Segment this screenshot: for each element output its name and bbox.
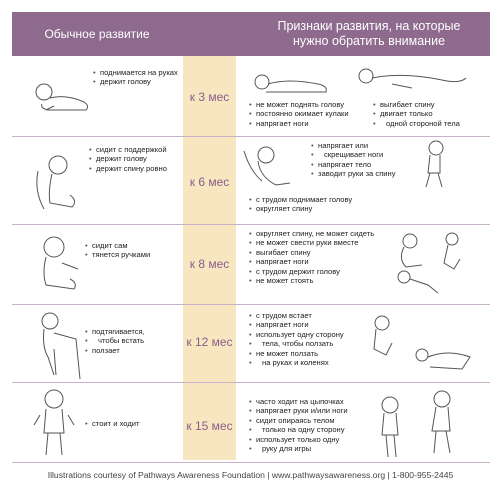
row-6-months bbox=[12, 137, 490, 225]
list-item: • напрягает ноги bbox=[248, 119, 349, 128]
list-item: • напрягает ноги bbox=[248, 257, 374, 266]
warning-signs-title bbox=[248, 12, 490, 56]
list-item: • тянется ручками bbox=[84, 250, 150, 259]
normal-list bbox=[84, 327, 145, 355]
list-item: • напрягает тело bbox=[310, 160, 396, 169]
signs-list-a bbox=[248, 100, 349, 128]
list-item: • руку для игры bbox=[248, 444, 348, 453]
list-item: • напрягает или bbox=[310, 141, 396, 150]
baby-crawling-illustration bbox=[352, 309, 482, 379]
list-item: • только на одну сторону bbox=[248, 425, 348, 434]
list-item: • сидит опираясь телом bbox=[248, 416, 348, 425]
list-item: • постоянно окимает кулаки bbox=[248, 109, 349, 118]
list-item: • не может ползать bbox=[248, 349, 344, 358]
normal-list bbox=[84, 419, 140, 428]
list-item: • чтобы встать bbox=[84, 336, 145, 345]
baby-held-illustration bbox=[240, 141, 302, 195]
age-label: к 8 мес bbox=[189, 257, 230, 271]
list-item: • держит голову bbox=[88, 154, 167, 163]
list-item: • подтягивается, bbox=[84, 327, 145, 336]
list-item: • выгибает спину bbox=[248, 248, 374, 257]
list-item: • не может стоять bbox=[248, 276, 374, 285]
list-item: • с трудом встает bbox=[248, 311, 344, 320]
warning-signs-title-line2: нужно обратить внимание bbox=[292, 34, 446, 48]
list-item: • использует только одну bbox=[248, 435, 348, 444]
list-item: • округляет спину bbox=[248, 204, 352, 213]
normal-development-title: Обычное развитие bbox=[44, 27, 150, 41]
row-divider bbox=[12, 462, 490, 463]
signs-list-a bbox=[248, 311, 344, 367]
baby-arched-illustration bbox=[352, 64, 472, 92]
baby-sitting-reaching-illustration bbox=[32, 233, 84, 297]
list-item: • округляет спину, не может сидеть bbox=[248, 229, 374, 238]
signs-list-a bbox=[248, 397, 348, 453]
list-item: • держит голову bbox=[92, 77, 178, 86]
row-3-months bbox=[12, 56, 490, 137]
row-12-months bbox=[12, 305, 490, 383]
list-item: • стоит и ходит bbox=[84, 419, 140, 428]
signs-list-b bbox=[248, 195, 352, 214]
list-item: • не может поднять голову bbox=[248, 100, 349, 109]
baby-rounded-back-illustration bbox=[382, 229, 482, 299]
list-item: • держит спину ровно bbox=[88, 164, 167, 173]
list-item: • сидит сам bbox=[84, 241, 150, 250]
list-item: • с трудом поднимает голову bbox=[248, 195, 352, 204]
list-item: • не может свести руки вместе bbox=[248, 238, 374, 247]
list-item: • напрягает руки и/или ноги bbox=[248, 406, 348, 415]
list-item: • использует одну сторону bbox=[248, 330, 344, 339]
list-item: • двигает только bbox=[372, 109, 460, 118]
list-item: • поднимается на руках bbox=[92, 68, 178, 77]
row-15-months bbox=[12, 383, 490, 463]
signs-list-b bbox=[372, 100, 460, 128]
baby-stiff-legs-illustration bbox=[414, 139, 454, 189]
list-item: • сидит с поддержкой bbox=[88, 145, 167, 154]
list-item: • на руках и коленях bbox=[248, 358, 344, 367]
list-item: • скрещивает ноги bbox=[310, 150, 396, 159]
toddler-walking-illustration bbox=[30, 387, 80, 459]
signs-list-a bbox=[310, 141, 396, 179]
list-item: • часто ходит на цыпочках bbox=[248, 397, 348, 406]
row-8-months bbox=[12, 225, 490, 305]
normal-list bbox=[84, 241, 150, 260]
baby-head-down-illustration bbox=[248, 66, 338, 96]
list-item: • напрягает ноги bbox=[248, 320, 344, 329]
list-item: • выгибает спину bbox=[372, 100, 460, 109]
table-header bbox=[12, 12, 490, 56]
footer-credits: Illustrations courtesy of Pathways Awareness Foundation | www.pathwaysawareness.org | 1-800-955-2445 bbox=[47, 470, 454, 480]
signs-list-a bbox=[248, 229, 374, 285]
age-label: к 15 мес bbox=[186, 419, 233, 433]
list-item: • одной стороной тела bbox=[372, 119, 460, 128]
age-label: к 12 мес bbox=[186, 335, 233, 349]
age-label: к 3 мес bbox=[189, 90, 230, 104]
list-item: • с трудом держит голову bbox=[248, 267, 374, 276]
warning-signs-title-line1: Признаки развития, на которые bbox=[277, 19, 461, 33]
list-item: • ползает bbox=[84, 346, 145, 355]
normal-list bbox=[88, 145, 167, 173]
list-item: • заводит руки за спину bbox=[310, 169, 396, 178]
normal-list bbox=[92, 68, 178, 87]
baby-sitting-supported-illustration bbox=[26, 151, 86, 217]
baby-lying-raised-illustration bbox=[26, 76, 96, 116]
toddler-tiptoe-illustration bbox=[366, 387, 476, 461]
list-item: • тела, чтобы ползать bbox=[248, 339, 344, 348]
baby-pulling-up-illustration bbox=[26, 309, 88, 381]
age-label: к 6 мес bbox=[189, 175, 230, 189]
